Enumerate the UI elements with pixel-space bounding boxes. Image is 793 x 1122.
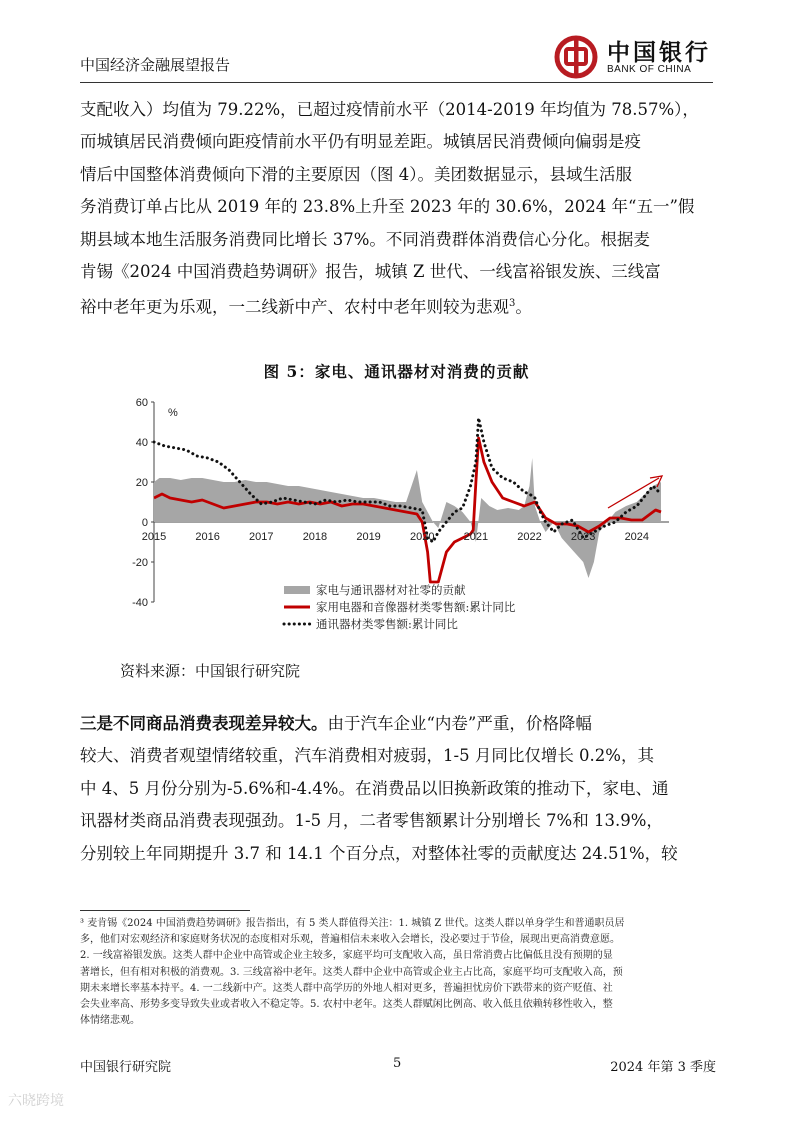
chart-legend — [284, 583, 516, 631]
y-tick-label: -20 — [132, 557, 148, 569]
text-segment: 。 — [515, 297, 532, 317]
footnote-line: 多，他们对宏观经济和家庭财务状况的态度相对乐观，普遍相信未来收入会增长，没必要过于节俭，展现出更高消费意愿。 — [80, 934, 620, 946]
x-tick-label: 2021 — [463, 531, 489, 543]
y-tick-label: 0 — [141, 517, 148, 529]
x-tick-label: 2018 — [302, 531, 328, 543]
footnote-line: ³ 麦肯锡《2024 中国消费趋势调研》报告指出，有 5 类人群值得关注：1. 城镇 Z 世代。这类人群以单身学生和普通职员居 — [80, 918, 625, 929]
footnote-line: 体情绪悲观。 — [80, 1015, 140, 1027]
footer-institution: 中国银行研究院 — [80, 1060, 172, 1075]
footer-period: 2024 年第 3 季度 — [610, 1060, 716, 1075]
footnote-line: 2. 一线富裕银发族。这类人群中企业中高管或企业主较多，家庭平均可支配收入高，虽日常消费占比偏低且没有预期的显 — [80, 950, 613, 962]
footnote-reference[interactable]: 3 — [509, 298, 516, 310]
text-line: 情后中国整体消费倾向下滑的主要原因（图 4）。美团数据显示，县域生活服 — [80, 164, 632, 184]
y-axis-unit-label: % — [168, 407, 178, 419]
report-title: 中国经济金融展望报告 — [80, 56, 231, 74]
body-paragraph-2 — [80, 708, 716, 870]
text-line: 务消费订单占比从 2019 年的 23.8%上升至 2023 年的 30.6%，2024 年“五一”假 — [80, 197, 695, 217]
text-line: 支配收入）均值为 79.22%，已超过疫情前水平（2014-2019 年均值为 78.57%）， — [80, 100, 699, 119]
paragraph-lead: 三是不同商品消费表现差异较大。 — [80, 714, 328, 733]
legend-label: 通讯器材类零售额:累计同比 — [316, 617, 458, 631]
footnote-divider — [80, 910, 250, 911]
page-header — [80, 32, 713, 82]
y-tick-label: -40 — [132, 597, 148, 609]
x-tick-label: 2019 — [356, 531, 381, 543]
footnote-line: 会失业率高、形势多变导致失业或者收入不稳定等。5. 农村中老年。这类人群赋闲比例高、收入低且依赖转移性收入，整 — [80, 999, 613, 1011]
x-tick-label: 2020 — [409, 531, 435, 543]
bank-logo — [553, 32, 713, 80]
footnote — [80, 916, 716, 1029]
watermark: 六晓跨境 — [8, 1093, 64, 1109]
text-line: 而城镇居民消费倾向距疫情前水平仍有明显差距。城镇居民消费倾向偏弱是疫 — [80, 132, 641, 152]
figure-title: 图 5：家电、通讯器材对消费的贡献 — [263, 362, 530, 381]
x-tick-label: 2017 — [249, 531, 274, 543]
text-line: 讯器材类商品消费表现强劲。1-5 月，二者零售额累计分别增长 7%和 13.9%， — [80, 811, 663, 831]
chart-area-layer — [154, 458, 661, 578]
text-segment: 裕中老年更为乐观，一二线新中产、农村中老年则较为悲观 — [80, 297, 509, 317]
text-line: 肯锡《2024 中国消费趋势调研》报告，城镇 Z 世代、一线富裕银发族、三线富 — [80, 262, 661, 282]
figure-chart — [124, 390, 684, 640]
footnote-line: 期未来增长率基本持平。4. 一二线新中产。这类人群中高学历的外地人相对更多，普遍担忧房价下跌带来的资产贬值、社 — [80, 982, 613, 994]
x-tick-label: 2016 — [195, 531, 220, 543]
body-paragraph-1 — [80, 94, 716, 324]
text-line: 中 4、5 月份分别为-5.6%和-4.4%。在消费品以旧换新政策的推动下，家电、通 — [80, 778, 669, 798]
x-tick-label: 2024 — [624, 531, 650, 543]
text-line: 较大、消费者观望情绪较重，汽车消费相对疲弱，1-5 月同比仅增长 0.2%，其 — [80, 746, 654, 766]
legend-swatch — [284, 586, 310, 594]
series-area-0 — [154, 458, 661, 578]
text-line — [80, 288, 716, 324]
legend-label: 家用电器和音像器材类零售额:累计同比 — [316, 600, 516, 614]
legend-label: 家电与通讯器材对社零的贡献 — [316, 583, 466, 597]
page-number: 5 — [393, 1056, 402, 1071]
y-tick-label: 20 — [135, 477, 148, 489]
logo-chinese-name: 中国银行 — [607, 39, 711, 66]
text-segment: 由于汽车企业“内卷”严重，价格降幅 — [327, 714, 592, 733]
logo-english-name: BANK OF CHINA — [607, 64, 692, 75]
x-tick-label: 2022 — [517, 531, 542, 543]
x-tick-label: 2023 — [570, 531, 596, 543]
bank-of-china-emblem-icon — [553, 34, 599, 80]
y-tick-label: 60 — [135, 397, 148, 409]
y-tick-label: 40 — [135, 437, 148, 449]
text-line: 分别较上年同期提升 3.7 和 14.1 个百分点，对整体社零的贡献度达 24.51%，较 — [80, 843, 678, 863]
header-divider — [80, 82, 713, 83]
text-line: 期县域本地生活服务消费同比增长 37%。不同消费群体消费信心分化。根据麦 — [80, 229, 650, 249]
x-tick-label: 2015 — [141, 531, 167, 543]
figure-source: 资料来源：中国银行研究院 — [120, 662, 301, 680]
footnote-line: 著增长，但有相对积极的消费观。3. 三线富裕中老年。这类人群中企业中高管或企业主占比高，家庭平均可支配收入高，预 — [80, 966, 623, 978]
text-line — [80, 708, 716, 740]
